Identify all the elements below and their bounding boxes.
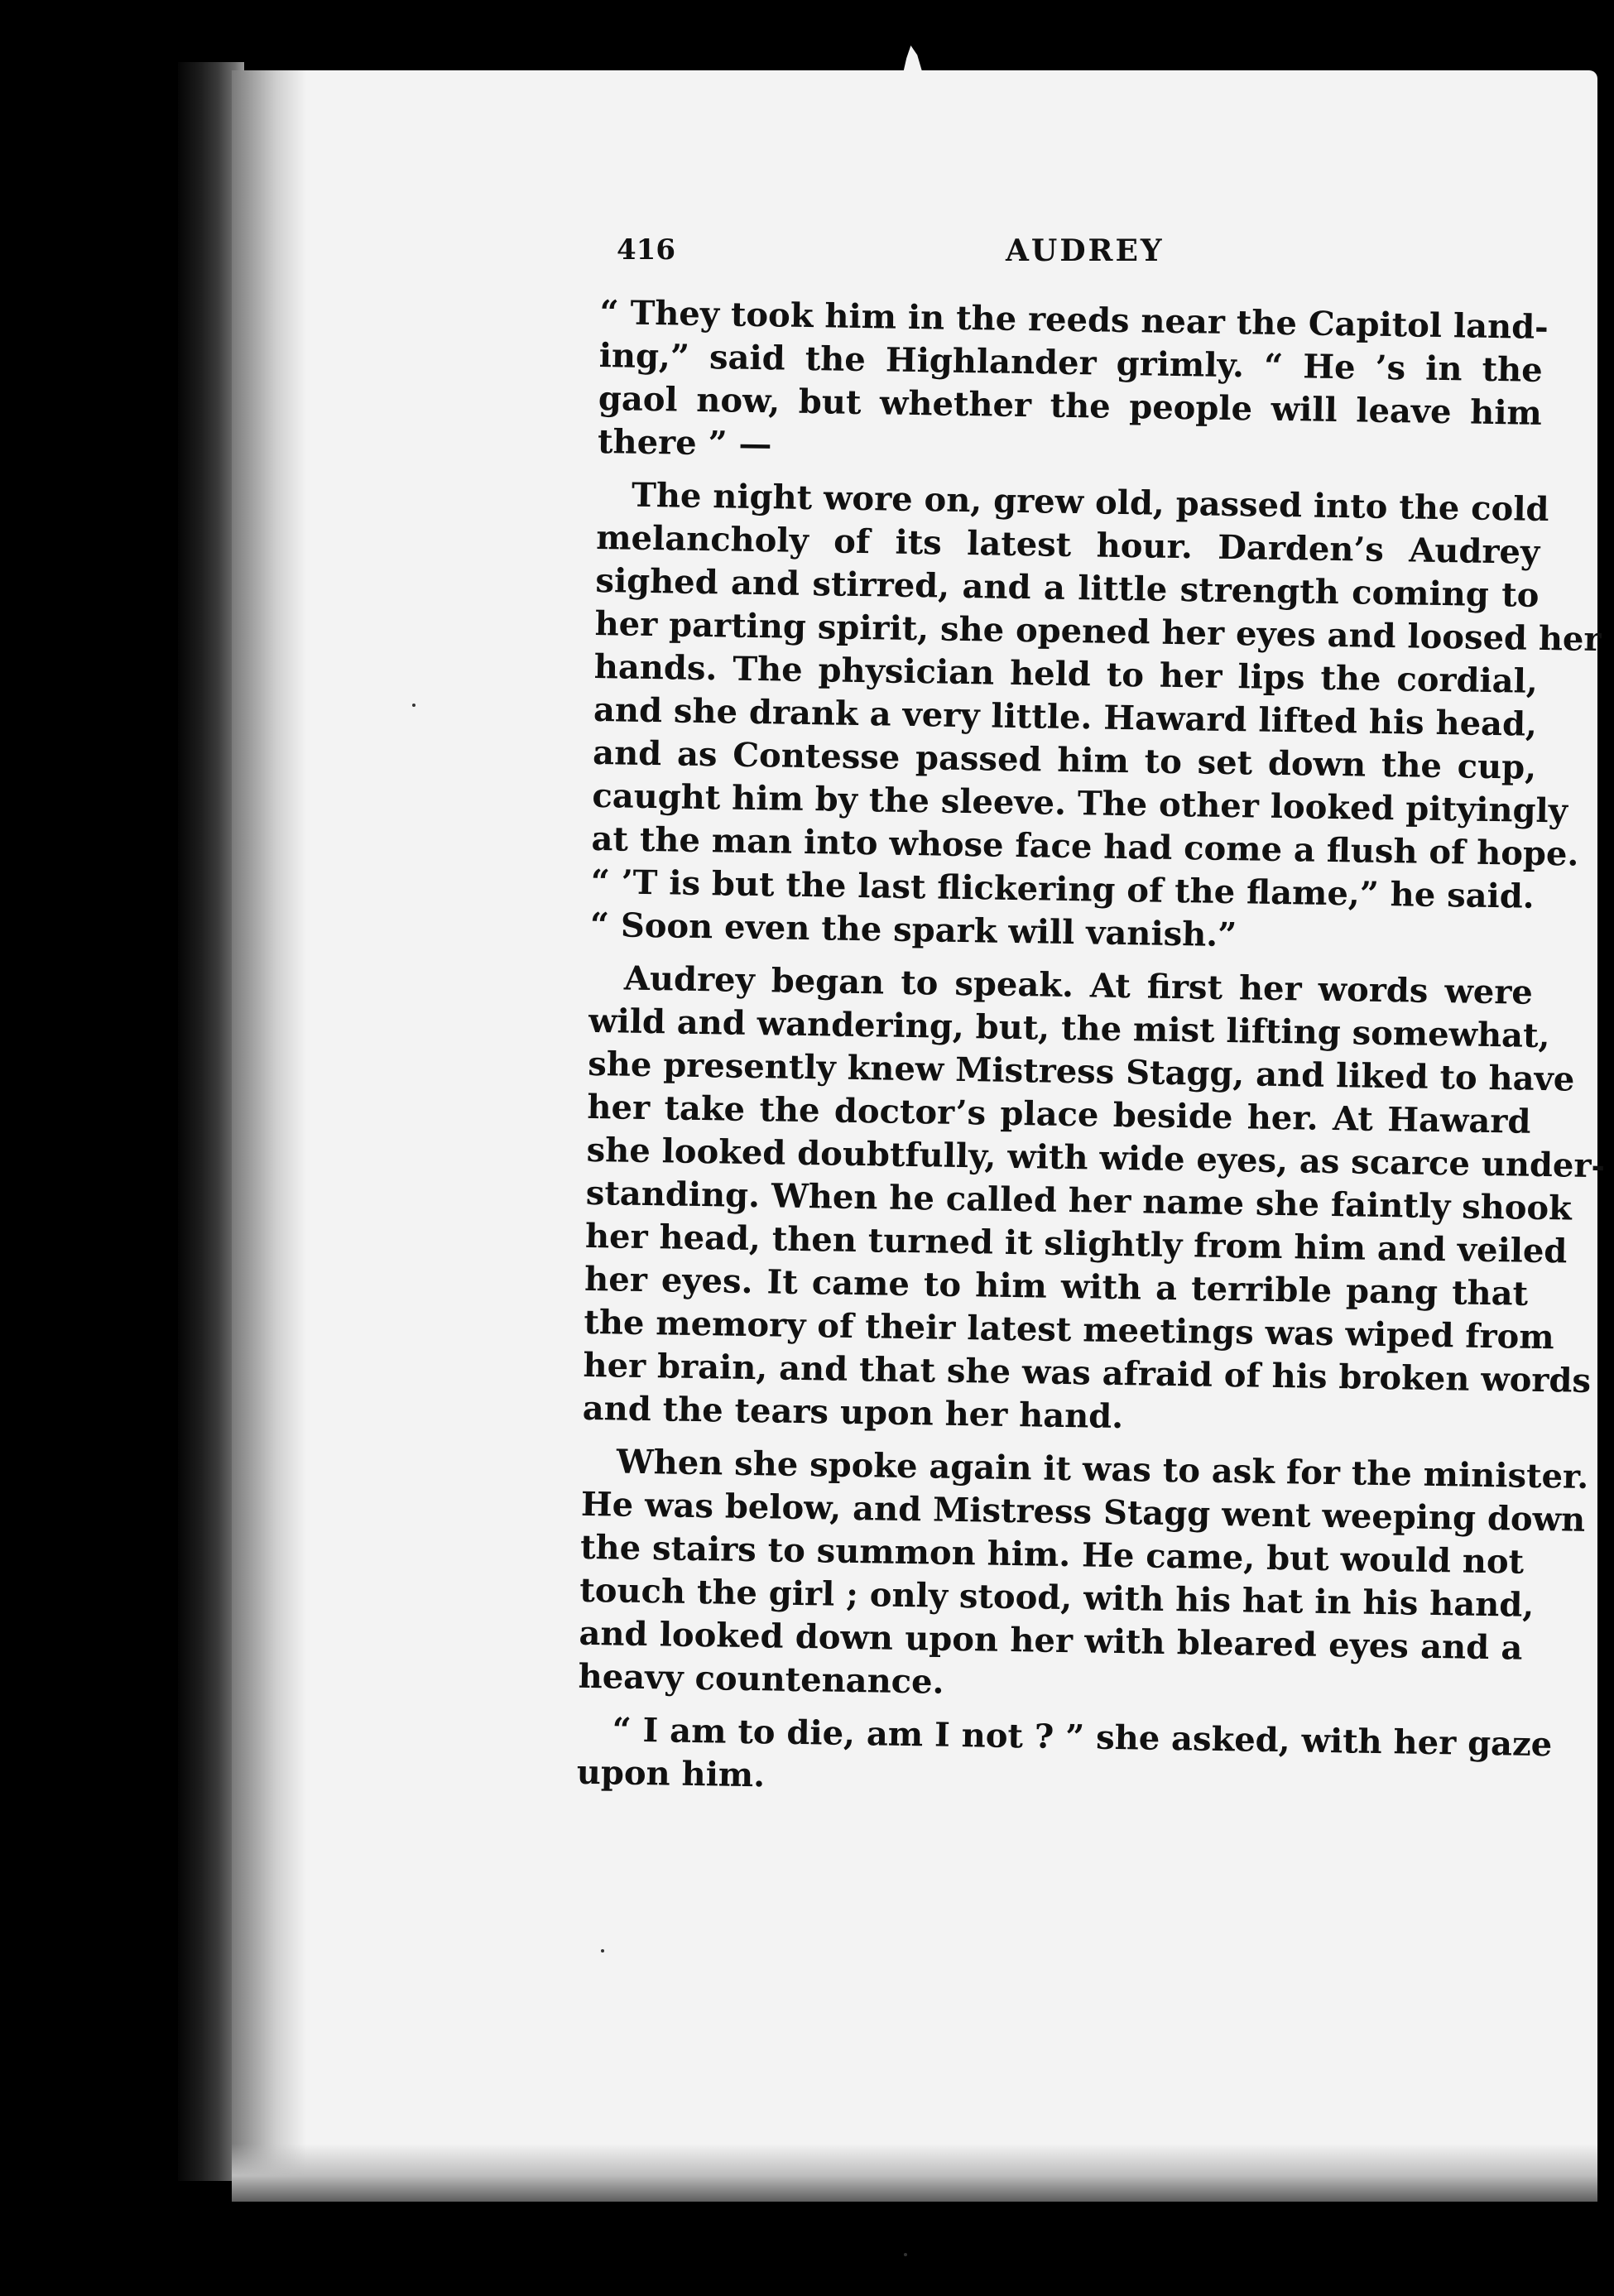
body-text [576, 291, 1606, 1809]
text-line: melancholy of its latest hour. Darden’s Audrey [595, 517, 1540, 572]
scan-speck [904, 2253, 907, 2256]
scan-speck [412, 704, 416, 707]
text-line: she looked doubtfully, with wide eyes, as scarce under- [586, 1130, 1606, 1186]
text-line: sighed and stirred, and a little strength coming to [595, 560, 1540, 615]
text-line: her take the doctor’s place beside her. At Haward [587, 1087, 1531, 1141]
paragraph [576, 1708, 1553, 1809]
text-line: “ ’T is but the last flickering of the flame,” he said. [590, 862, 1535, 916]
text-line: and looked down upon her with bleared eyes and a [579, 1613, 1523, 1668]
paragraph [582, 957, 1606, 1445]
text-line: touch the girl ; only stood, with his hat in his hand, [579, 1570, 1535, 1625]
text-line: hands. The physician held to her lips the cordial, [593, 646, 1539, 701]
text-line: heavy countenance. [578, 1656, 944, 1702]
text-line: The night wore on, grew old, passed into the cold [631, 475, 1549, 530]
text-line: she presently knew Mistress Stagg, and liked to have [587, 1044, 1575, 1099]
text-line: her parting spirit, she opened her eyes and loosed her [594, 603, 1602, 660]
text-line: there ” — [597, 421, 772, 464]
text-line: Audrey began to speak. At first her words were [623, 958, 1534, 1012]
text-line: wild and wandering, but, the mist lifting somewhat, [588, 1001, 1550, 1056]
text-line: and the tears upon her hand. [582, 1388, 1124, 1437]
text-line: “ I am to die, am I not ? ” she asked, with her gaze [612, 1710, 1553, 1765]
text-line: upon him. [576, 1752, 766, 1795]
text-line: her brain, and that she was afraid of his broken words [583, 1345, 1592, 1400]
page-gutter-shadow [232, 70, 306, 2198]
text-line: “ Soon even the spark will vanish.” [589, 905, 1237, 955]
text-line: caught him by the sleeve. The other looked pityingly [592, 776, 1568, 831]
page-bottom-shadow [232, 2144, 1597, 2202]
page-number: 416 [617, 233, 675, 267]
text-line: the memory of their latest meetings was wiped from [584, 1302, 1555, 1357]
paragraph [578, 1440, 1589, 1713]
paragraph [589, 473, 1602, 962]
text-line: the stairs to summon him. He came, but would not [579, 1527, 1525, 1582]
text-line: her eyes. It came to him with a terrible pang that [584, 1259, 1529, 1314]
scan-speck [601, 1949, 604, 1953]
page-top-notch [902, 46, 924, 77]
text-line: When she spoke again it was to ask for the minister. [616, 1442, 1589, 1496]
text-line: at the man into whose face had come a flush of hope. [591, 819, 1579, 874]
text-line: her head, then turned it slightly from him and veiled [584, 1216, 1568, 1271]
text-line: “ They took him in the reeds near the Capitol land- [599, 292, 1549, 347]
running-title: AUDREY [1006, 233, 1165, 268]
text-line: and as Contesse passed him to set down the cup, [592, 733, 1537, 787]
paragraph [597, 291, 1549, 478]
text-line: and she drank a very little. Haward lifted his head, [593, 689, 1538, 744]
text-line: ing,” said the Highlander grimly. “ He ’s in the [598, 335, 1544, 390]
text-line: gaol now, but whether the people will leave him [598, 378, 1543, 433]
text-line: He was below, and Mistress Stagg went weeping down [580, 1484, 1586, 1539]
text-line: standing. When he called her name she faintly shook [585, 1173, 1573, 1228]
